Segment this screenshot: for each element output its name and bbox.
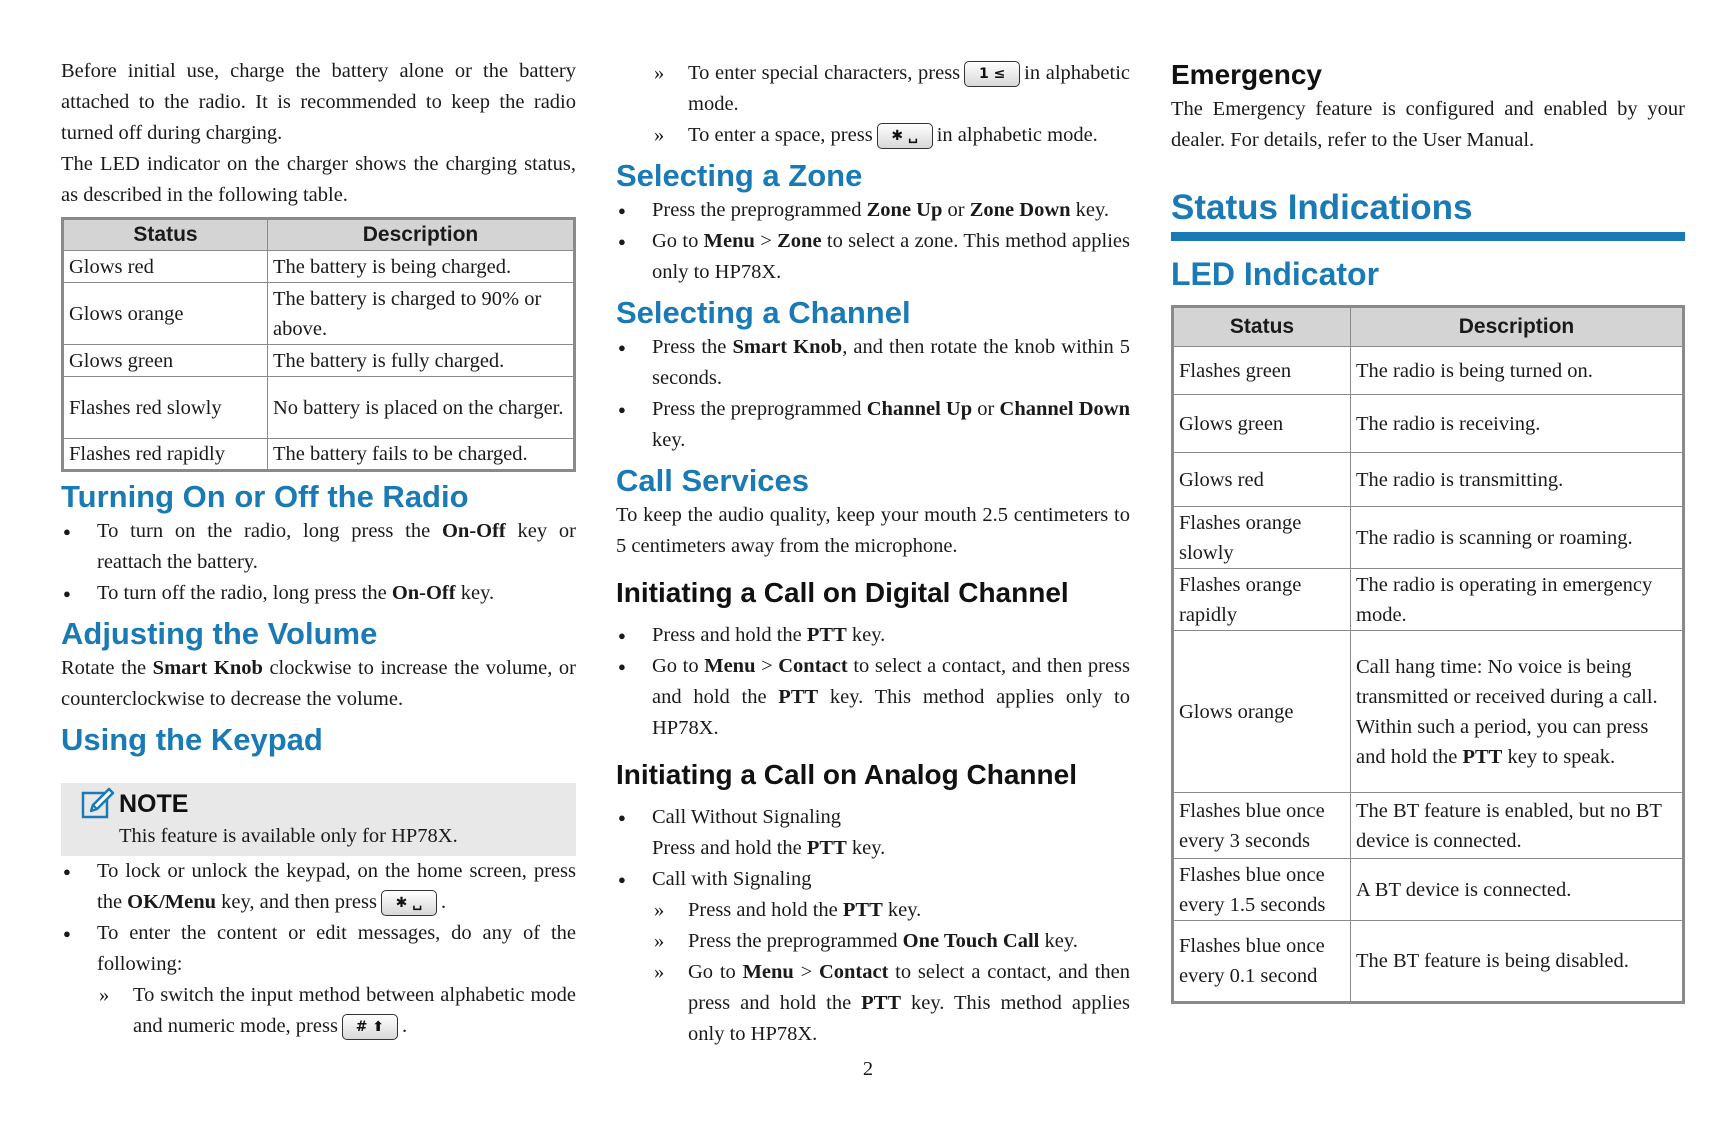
emergency-heading: Emergency <box>1171 59 1322 90</box>
table-row <box>1173 859 1684 921</box>
table-row <box>1173 507 1684 569</box>
list-item: ● Call with Signaling <box>616 864 1130 895</box>
status-cell: Flashes red rapidly <box>63 439 268 471</box>
status-cell: Flashes orange slowly <box>1173 507 1351 569</box>
header-status: Status <box>63 219 268 251</box>
list-item: ● To turn off the radio, long press the On-Off key. <box>61 578 576 609</box>
heading-rule <box>1171 232 1685 241</box>
emergency-text: The Emergency feature is configured and enabled by your dealer. For details, refer to the User Manual. <box>1171 98 1685 151</box>
note-pencil-icon <box>81 787 115 821</box>
status-cell: Flashes blue once every 0.1 second <box>1173 921 1351 1003</box>
list-item: ● To turn on the radio, long press the On-Off key or reattach the battery. <box>61 516 576 578</box>
status-cell: Flashes blue once every 1.5 seconds <box>1173 859 1351 921</box>
note-text: This feature is available only for HP78X. <box>119 825 458 847</box>
keypad-sublist-cont <box>616 58 1130 151</box>
note-title: NOTE <box>119 790 189 818</box>
led-indicator-heading: LED Indicator <box>1171 256 1380 292</box>
one-key-icon: 1 ≤ <box>964 61 1020 87</box>
list-item: » To enter special characters, press 1 ≤ in alphabetic mode. <box>652 58 1130 120</box>
column-right <box>1171 56 1685 1004</box>
list-item: ● Call Without Signaling Press and hold the PTT key. <box>616 802 1130 864</box>
list-item: » To enter a space, press ✱ ␣ in alphabetic mode. <box>652 120 1130 151</box>
status-cell: Glows red <box>1173 453 1351 507</box>
status-cell: Flashes red slowly <box>63 377 268 439</box>
status-cell: Glows orange <box>1173 631 1351 793</box>
list-item: ● Press the preprogrammed Zone Up or Zone Down key. <box>616 195 1130 226</box>
table-header-row <box>63 219 575 251</box>
zone-heading: Selecting a Zone <box>616 158 863 193</box>
table-row <box>1173 631 1684 793</box>
list-item: » Press the preprogrammed One Touch Call key. <box>652 926 1130 957</box>
description-cell: The radio is transmitting. <box>1351 453 1684 507</box>
description-cell: The BT feature is being disabled. <box>1351 921 1684 1003</box>
status-indications-heading: Status Indications <box>1171 188 1473 227</box>
description-cell: The radio is operating in emergency mode. <box>1351 569 1684 631</box>
digital-heading: Initiating a Call on Digital Channel <box>616 577 1069 608</box>
channel-heading: Selecting a Channel <box>616 295 911 330</box>
list-item: ● To enter the content or edit messages, do any of the following: <box>61 918 576 980</box>
status-cell: Flashes blue once every 3 seconds <box>1173 793 1351 859</box>
header-status: Status <box>1173 307 1351 347</box>
list-item: » Go to Menu > Contact to select a contact, and then press and hold the PTT key. This method applies only to HP78X. <box>652 957 1130 1050</box>
description-cell: The radio is scanning or roaming. <box>1351 507 1684 569</box>
description-cell: The radio is receiving. <box>1351 395 1684 453</box>
list-item: » To switch the input method between alphabetic mode and numeric mode, press # ⬆ . <box>97 980 576 1042</box>
description-cell: Call hang time: No voice is being transmitted or received during a call. Within such a period, you can press and hold the PTT key to speak. <box>1351 631 1684 793</box>
table-row <box>1173 793 1684 859</box>
description-cell: The BT feature is enabled, but no BT device is connected. <box>1351 793 1684 859</box>
turning-list <box>61 516 576 609</box>
keypad-sublist <box>61 980 576 1042</box>
led-status-table <box>1171 305 1685 1004</box>
status-cell: Glows green <box>63 345 268 377</box>
list-item: ● Press the Smart Knob, and then rotate the knob within 5 seconds. <box>616 332 1130 394</box>
list-item: ● Press and hold the PTT key. <box>616 620 1130 651</box>
list-item: ● To lock or unlock the keypad, on the home screen, press the OK/Menu key, and then press ✱ ␣ . <box>61 856 576 918</box>
table-row <box>63 439 575 471</box>
hash-key-icon: # ⬆ <box>342 1014 398 1040</box>
description-cell: No battery is placed on the charger. <box>268 377 575 439</box>
analog-list <box>616 802 1130 895</box>
star-key-icon: ✱ ␣ <box>877 123 933 149</box>
table-row <box>1173 569 1684 631</box>
volume-heading: Adjusting the Volume <box>61 616 378 651</box>
table-row <box>1173 453 1684 507</box>
turning-heading: Turning On or Off the Radio <box>61 479 469 514</box>
table-row <box>1173 347 1684 395</box>
table-row <box>63 283 575 345</box>
charging-intro: Before initial use, charge the battery alone or the battery attached to the radio. It is recommended to keep the radio turned off during charging. <box>61 60 576 144</box>
description-cell: The battery is fully charged. <box>268 345 575 377</box>
list-item: ● Press the preprogrammed Channel Up or Channel Down key. <box>616 394 1130 456</box>
status-cell: Glows green <box>1173 395 1351 453</box>
description-cell: A BT device is connected. <box>1351 859 1684 921</box>
table-row <box>63 377 575 439</box>
header-description: Description <box>1351 307 1684 347</box>
table-row <box>63 251 575 283</box>
table-header-row <box>1173 307 1684 347</box>
channel-list <box>616 332 1130 456</box>
list-item: ● Go to Menu > Contact to select a contact, and then press and hold the PTT key. This method applies only to HP78X. <box>616 651 1130 744</box>
led-intro: The LED indicator on the charger shows the charging status, as described in the following table. <box>61 153 576 206</box>
status-cell: Glows red <box>63 251 268 283</box>
keypad-heading: Using the Keypad <box>61 722 323 757</box>
status-cell: Flashes green <box>1173 347 1351 395</box>
star-key-icon: ✱ ␣ <box>381 890 437 916</box>
table-row <box>1173 921 1684 1003</box>
description-cell: The battery fails to be charged. <box>268 439 575 471</box>
analog-heading: Initiating a Call on Analog Channel <box>616 759 1077 790</box>
call-services-text: To keep the audio quality, keep your mouth 2.5 centimeters to 5 centimeters away from the microphone. <box>616 504 1130 557</box>
table-row <box>63 345 575 377</box>
list-item: » Press and hold the PTT key. <box>652 895 1130 926</box>
call-services-heading: Call Services <box>616 463 810 498</box>
column-middle <box>616 58 1130 1050</box>
note-box <box>61 783 576 856</box>
table-row <box>1173 395 1684 453</box>
analog-sublist <box>616 895 1130 1050</box>
status-cell: Flashes orange rapidly <box>1173 569 1351 631</box>
description-cell: The battery is charged to 90% or above. <box>268 283 575 345</box>
header-description: Description <box>268 219 575 251</box>
status-cell: Glows orange <box>63 283 268 345</box>
volume-text: Rotate the Smart Knob clockwise to increase the volume, or counterclockwise to decrease the volume. <box>61 657 577 710</box>
description-cell: The battery is being charged. <box>268 251 575 283</box>
description-cell: The radio is being turned on. <box>1351 347 1684 395</box>
page-number: 2 <box>862 1058 874 1080</box>
charger-led-table <box>61 217 576 472</box>
list-item: ● Go to Menu > Zone to select a zone. This method applies only to HP78X. <box>616 226 1130 288</box>
zone-list <box>616 195 1130 288</box>
keypad-list <box>61 856 576 980</box>
digital-list <box>616 620 1130 744</box>
column-left <box>61 56 576 1042</box>
